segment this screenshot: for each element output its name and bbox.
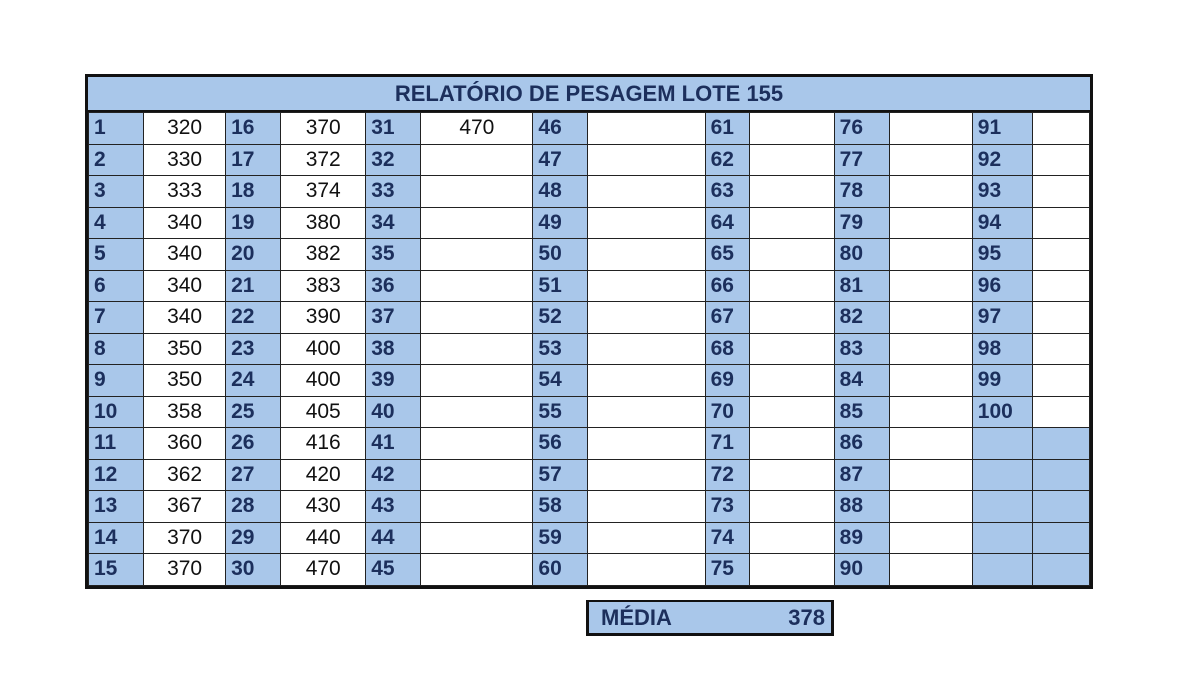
sample-number: 2 (89, 144, 144, 176)
sample-weight (889, 428, 972, 460)
sample-number: 25 (226, 396, 281, 428)
sample-number: 65 (705, 239, 749, 271)
table-row (89, 491, 1090, 523)
sample-weight (588, 428, 705, 460)
sample-weight (588, 554, 705, 586)
sample-weight (421, 459, 533, 491)
sample-weight (588, 459, 705, 491)
sample-number: 62 (705, 144, 749, 176)
sample-weight (749, 113, 834, 145)
sample-weight (421, 333, 533, 365)
sample-number: 63 (705, 176, 749, 208)
table-row (89, 365, 1090, 397)
sample-number: 88 (834, 491, 889, 523)
sample-number: 60 (533, 554, 588, 586)
sample-number: 20 (226, 239, 281, 271)
sample-number: 93 (972, 176, 1032, 208)
sample-number: 53 (533, 333, 588, 365)
sample-weight (421, 491, 533, 523)
sample-number: 18 (226, 176, 281, 208)
sample-weight: 340 (144, 207, 226, 239)
sample-weight: 320 (144, 113, 226, 145)
sample-number: 96 (972, 270, 1032, 302)
sample-number: 68 (705, 333, 749, 365)
sample-number: 64 (705, 207, 749, 239)
sample-weight (421, 239, 533, 271)
sample-number: 90 (834, 554, 889, 586)
sample-weight: 470 (281, 554, 366, 586)
sample-weight: 383 (281, 270, 366, 302)
sample-number: 99 (972, 365, 1032, 397)
sample-number: 8 (89, 333, 144, 365)
sample-number: 61 (705, 113, 749, 145)
sample-weight (749, 459, 834, 491)
sample-number: 49 (533, 207, 588, 239)
sample-weight (421, 144, 533, 176)
sample-weight (1032, 365, 1089, 397)
sample-number: 5 (89, 239, 144, 271)
sample-number: 36 (366, 270, 421, 302)
sample-weight: 360 (144, 428, 226, 460)
sample-number: 31 (366, 113, 421, 145)
sample-weight (421, 365, 533, 397)
sample-weight (889, 113, 972, 145)
sample-weight (588, 396, 705, 428)
weighing-report-sheet (85, 74, 1093, 589)
sample-number: 50 (533, 239, 588, 271)
sample-weight (588, 302, 705, 334)
sample-weight (421, 396, 533, 428)
sample-weight (588, 113, 705, 145)
sample-number: 10 (89, 396, 144, 428)
sample-number: 15 (89, 554, 144, 586)
sample-weight (1032, 144, 1089, 176)
sample-weight (749, 144, 834, 176)
table-row (89, 302, 1090, 334)
average-value: 378 (788, 604, 825, 630)
sample-number: 57 (533, 459, 588, 491)
sample-number: 42 (366, 459, 421, 491)
sample-number: 70 (705, 396, 749, 428)
sample-weight (588, 365, 705, 397)
sample-number: 17 (226, 144, 281, 176)
sample-number: 52 (533, 302, 588, 334)
sample-number: 87 (834, 459, 889, 491)
sample-number: 4 (89, 207, 144, 239)
sample-weight (1032, 396, 1089, 428)
table-row (89, 428, 1090, 460)
sample-weight (421, 554, 533, 586)
sample-number: 98 (972, 333, 1032, 365)
sample-weight (588, 144, 705, 176)
table-row (89, 144, 1090, 176)
sample-weight (889, 239, 972, 271)
sample-weight (749, 302, 834, 334)
sample-number: 97 (972, 302, 1032, 334)
sample-weight (588, 176, 705, 208)
sample-number: 3 (89, 176, 144, 208)
sample-weight: 374 (281, 176, 366, 208)
table-row (89, 113, 1090, 145)
table-row (89, 459, 1090, 491)
sample-number: 45 (366, 554, 421, 586)
sample-weight (889, 522, 972, 554)
sample-number: 29 (226, 522, 281, 554)
sample-number: 39 (366, 365, 421, 397)
sample-number: 79 (834, 207, 889, 239)
sample-number: 92 (972, 144, 1032, 176)
sample-number: 54 (533, 365, 588, 397)
sample-weight (1032, 239, 1089, 271)
table-row (89, 522, 1090, 554)
sample-number (972, 491, 1032, 523)
table-row (89, 176, 1090, 208)
sample-weight (889, 491, 972, 523)
sample-weight: 380 (281, 207, 366, 239)
sample-weight (421, 302, 533, 334)
sample-weight: 370 (281, 113, 366, 145)
sample-number: 19 (226, 207, 281, 239)
sample-weight (889, 270, 972, 302)
sample-weight: 350 (144, 333, 226, 365)
sample-weight: 400 (281, 333, 366, 365)
sample-number: 72 (705, 459, 749, 491)
sample-number: 24 (226, 365, 281, 397)
sample-number: 37 (366, 302, 421, 334)
sample-number: 9 (89, 365, 144, 397)
sample-weight (889, 333, 972, 365)
sample-number: 11 (89, 428, 144, 460)
sample-weight (588, 239, 705, 271)
sample-weight: 420 (281, 459, 366, 491)
sample-number: 28 (226, 491, 281, 523)
sample-weight (1032, 491, 1089, 523)
sample-number: 26 (226, 428, 281, 460)
sample-weight (421, 270, 533, 302)
sample-weight (1032, 176, 1089, 208)
sample-number: 74 (705, 522, 749, 554)
sample-number: 48 (533, 176, 588, 208)
sample-number: 33 (366, 176, 421, 208)
sample-number: 51 (533, 270, 588, 302)
sample-number: 47 (533, 144, 588, 176)
sample-number: 58 (533, 491, 588, 523)
sample-number: 1 (89, 113, 144, 145)
sample-weight (749, 491, 834, 523)
sample-weight (1032, 554, 1089, 586)
sample-number: 84 (834, 365, 889, 397)
sample-number: 6 (89, 270, 144, 302)
sample-number: 55 (533, 396, 588, 428)
sample-weight (588, 491, 705, 523)
sample-weight: 330 (144, 144, 226, 176)
sample-weight: 340 (144, 270, 226, 302)
sample-weight: 333 (144, 176, 226, 208)
sample-weight (749, 396, 834, 428)
sample-number: 85 (834, 396, 889, 428)
sample-weight (889, 554, 972, 586)
sample-weight: 372 (281, 144, 366, 176)
sample-number: 16 (226, 113, 281, 145)
sample-number: 7 (89, 302, 144, 334)
sample-number: 67 (705, 302, 749, 334)
sample-number: 95 (972, 239, 1032, 271)
sample-weight: 470 (421, 113, 533, 145)
report-title: RELATÓRIO DE PESAGEM LOTE 155 (88, 77, 1090, 112)
sample-weight: 416 (281, 428, 366, 460)
sample-weight: 350 (144, 365, 226, 397)
sample-number: 94 (972, 207, 1032, 239)
sample-weight: 340 (144, 302, 226, 334)
table-row (89, 239, 1090, 271)
sample-weight: 382 (281, 239, 366, 271)
table-row (89, 554, 1090, 586)
sample-weight (749, 522, 834, 554)
sample-number: 56 (533, 428, 588, 460)
sample-weight (889, 207, 972, 239)
sample-weight (1032, 333, 1089, 365)
average-row (586, 600, 834, 636)
sample-number (972, 522, 1032, 554)
sample-number: 89 (834, 522, 889, 554)
table-row (89, 207, 1090, 239)
table-row (89, 396, 1090, 428)
sample-number: 46 (533, 113, 588, 145)
sample-number: 40 (366, 396, 421, 428)
sample-weight (749, 270, 834, 302)
sample-weight (749, 365, 834, 397)
sample-number: 41 (366, 428, 421, 460)
sample-number: 44 (366, 522, 421, 554)
sample-number (972, 459, 1032, 491)
sample-weight: 440 (281, 522, 366, 554)
sample-number: 76 (834, 113, 889, 145)
sample-weight (749, 207, 834, 239)
sample-weight (889, 176, 972, 208)
sample-number: 91 (972, 113, 1032, 145)
sample-weight: 400 (281, 365, 366, 397)
sample-weight (889, 459, 972, 491)
sample-weight (588, 522, 705, 554)
sample-weight (889, 396, 972, 428)
sample-weight: 405 (281, 396, 366, 428)
sample-weight: 390 (281, 302, 366, 334)
average-label: MÉDIA (601, 604, 672, 630)
sample-weight: 358 (144, 396, 226, 428)
sample-number: 30 (226, 554, 281, 586)
sample-weight: 430 (281, 491, 366, 523)
sample-number: 27 (226, 459, 281, 491)
sample-weight (1032, 270, 1089, 302)
sample-number (972, 428, 1032, 460)
sample-number: 77 (834, 144, 889, 176)
sample-weight: 362 (144, 459, 226, 491)
sample-weight: 367 (144, 491, 226, 523)
sample-weight (749, 239, 834, 271)
sample-weight: 340 (144, 239, 226, 271)
sample-number: 81 (834, 270, 889, 302)
sample-number: 73 (705, 491, 749, 523)
sample-weight: 370 (144, 522, 226, 554)
sample-number: 83 (834, 333, 889, 365)
sample-number: 12 (89, 459, 144, 491)
sample-number: 80 (834, 239, 889, 271)
sample-weight (1032, 428, 1089, 460)
sample-number: 35 (366, 239, 421, 271)
sample-number: 34 (366, 207, 421, 239)
sample-number: 82 (834, 302, 889, 334)
sample-weight (421, 428, 533, 460)
sample-number: 75 (705, 554, 749, 586)
sample-weight (889, 302, 972, 334)
weights-table (88, 112, 1090, 586)
sample-weight (889, 144, 972, 176)
sample-weight (421, 522, 533, 554)
sample-weight (1032, 113, 1089, 145)
sample-weight (421, 207, 533, 239)
sample-number: 59 (533, 522, 588, 554)
sample-weight: 370 (144, 554, 226, 586)
sample-weight (1032, 207, 1089, 239)
sample-weight (749, 554, 834, 586)
sample-number: 71 (705, 428, 749, 460)
sample-number: 43 (366, 491, 421, 523)
sample-number: 32 (366, 144, 421, 176)
sample-number (972, 554, 1032, 586)
sample-weight (588, 270, 705, 302)
sample-weight (749, 333, 834, 365)
sample-number: 21 (226, 270, 281, 302)
sample-number: 100 (972, 396, 1032, 428)
sample-weight (1032, 302, 1089, 334)
sample-number: 14 (89, 522, 144, 554)
sample-number: 66 (705, 270, 749, 302)
sample-number: 13 (89, 491, 144, 523)
table-row (89, 333, 1090, 365)
sample-weight (889, 365, 972, 397)
sample-weight (588, 207, 705, 239)
sample-number: 69 (705, 365, 749, 397)
sample-number: 86 (834, 428, 889, 460)
sample-number: 38 (366, 333, 421, 365)
sample-number: 78 (834, 176, 889, 208)
sample-weight (1032, 522, 1089, 554)
sample-weight (749, 428, 834, 460)
sample-number: 22 (226, 302, 281, 334)
table-row (89, 270, 1090, 302)
sample-weight (749, 176, 834, 208)
sample-weight (1032, 459, 1089, 491)
sample-number: 23 (226, 333, 281, 365)
sample-weight (588, 333, 705, 365)
sample-weight (421, 176, 533, 208)
